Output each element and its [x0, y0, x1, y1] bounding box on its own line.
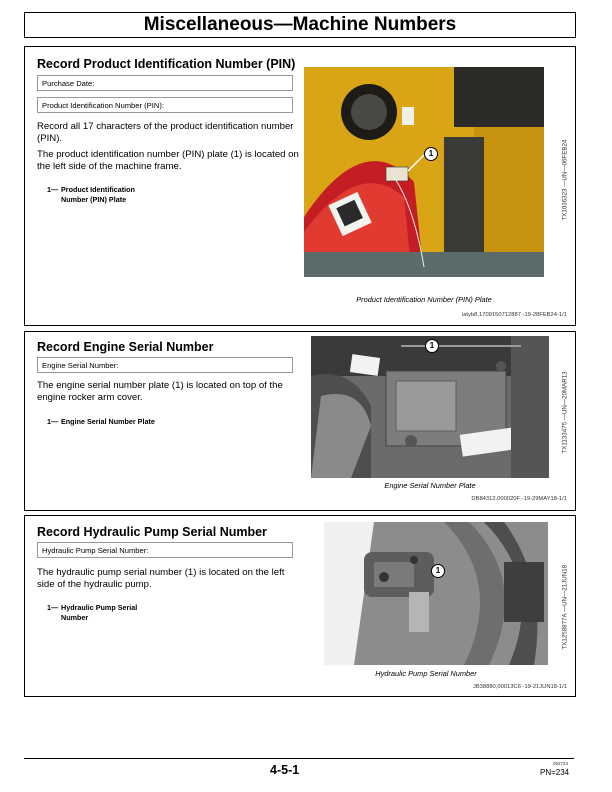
- section-title: Record Hydraulic Pump Serial Number: [37, 525, 267, 539]
- figure-code: TX1133475 —UN—20MAR13: [561, 371, 569, 454]
- pin-plate-photo: [304, 67, 544, 277]
- legend-number: 1—: [47, 603, 59, 612]
- figure-code: TX1258877A —UN—21JUN18: [561, 564, 569, 650]
- callout-1: 1: [431, 564, 445, 578]
- paragraph: Record all 17 characters of the product identification number (PIN).: [37, 121, 294, 144]
- legend-text: Hydraulic Pump Serial Number: [61, 603, 138, 622]
- pin-field[interactable]: Product Identification Number (PIN):: [37, 97, 293, 113]
- legend-item: [47, 417, 267, 427]
- pn-label: PN=234: [540, 768, 570, 777]
- legend-number: 1—: [47, 417, 59, 426]
- footer-rule: [24, 758, 574, 759]
- paragraph: The product identification number (PIN) plate (1) is located on the left side of the machine frame.: [37, 149, 299, 172]
- legend-item: [47, 603, 267, 623]
- pin-plate-illustration: [304, 67, 544, 277]
- engine-serial-field[interactable]: Engine Serial Number:: [37, 357, 293, 373]
- figure-code: TX1036323 —UN—06FEB24: [561, 139, 569, 221]
- reference-id: DB84312,000020F -19-29MAY18-1/1: [471, 496, 567, 502]
- reference-id: iatyb8,1709150712887 -19-28FEB24-1/1: [461, 312, 567, 318]
- engine-section: [24, 331, 576, 511]
- legend-item: [47, 185, 267, 205]
- pin-section: [24, 46, 576, 326]
- section-title: Record Product Identification Number (PIN): [37, 57, 296, 71]
- figure-caption: Engine Serial Number Plate: [384, 481, 476, 490]
- legend-number: 1—: [47, 185, 59, 194]
- engine-plate-photo: [311, 336, 549, 478]
- hydraulic-pump-serial-field[interactable]: Hydraulic Pump Serial Number:: [37, 542, 293, 558]
- page-title: Miscellaneous—Machine Numbers: [24, 12, 576, 38]
- page-number: 4-5-1: [270, 763, 300, 777]
- paragraph: The engine serial number plate (1) is located on top of the engine rocker arm cover.: [37, 380, 283, 403]
- reference-id: JB38880,00013C6 -19-21JUN18-1/1: [472, 684, 567, 690]
- legend-text: Engine Serial Number Plate: [61, 417, 155, 426]
- section-title: Record Engine Serial Number: [37, 340, 214, 354]
- callout-1: 1: [425, 339, 439, 353]
- figure-caption: Product Identification Number (PIN) Plate: [356, 295, 492, 304]
- hydraulic-pump-section: [24, 515, 576, 697]
- callout-1: 1: [424, 147, 438, 161]
- date-code: 092724: [553, 761, 569, 766]
- purchase-date-field[interactable]: Purchase Date:: [37, 75, 293, 91]
- hydraulic-pump-photo: [304, 522, 548, 665]
- figure-caption: Hydraulic Pump Serial Number: [375, 669, 477, 678]
- paragraph: The hydraulic pump serial number (1) is located on the left side of the hydraulic pump.: [37, 567, 285, 590]
- engine-illustration: [311, 336, 549, 478]
- legend-text: Product Identification Number (PIN) Plate: [61, 185, 135, 204]
- hydraulic-pump-illustration: [304, 522, 548, 665]
